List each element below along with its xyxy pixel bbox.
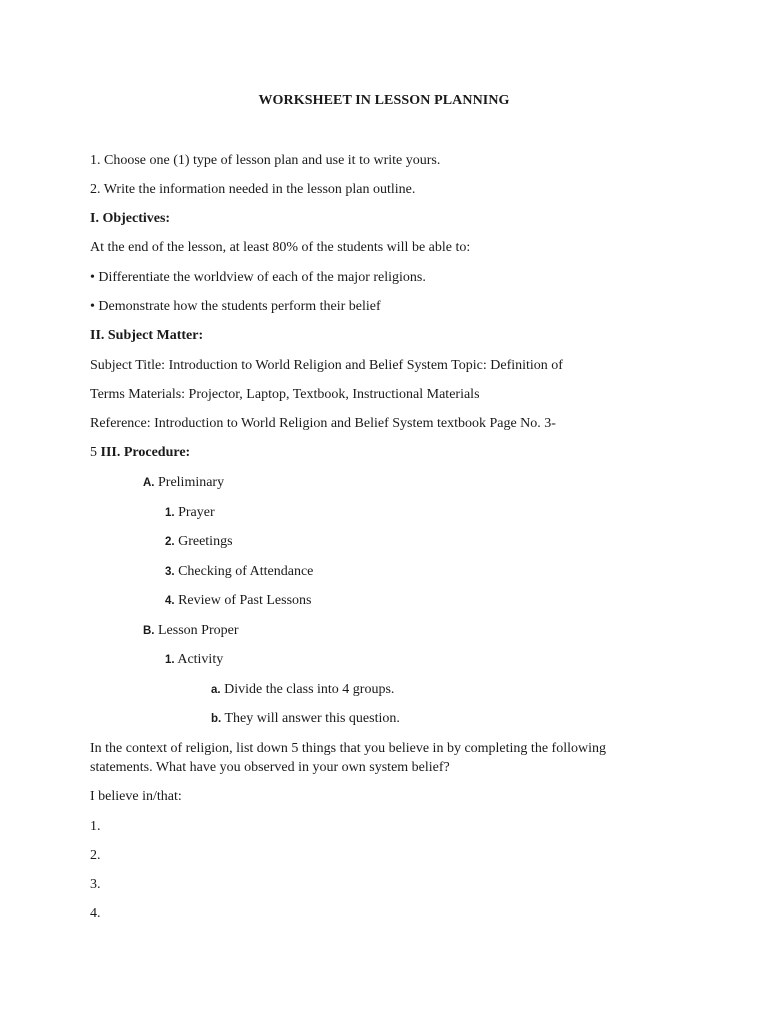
activity-marker: 1. xyxy=(165,654,175,666)
answer-line-3: 3. xyxy=(90,877,101,892)
list-item xyxy=(165,533,233,551)
list-item-label: Greetings xyxy=(178,534,233,549)
list-item-label: Prayer xyxy=(178,505,215,520)
answer-line-2: 2. xyxy=(90,848,101,863)
subject-matter-line-3: Reference: Introduction to World Religion and Belief System textbook Page No. 3- xyxy=(90,416,556,431)
procedure-a-label: Preliminary xyxy=(158,475,225,490)
procedure-a xyxy=(143,474,224,492)
subject-matter-line-2: Terms Materials: Projector, Laptop, Textbook, Instructional Materials xyxy=(90,387,480,402)
list-item-marker: 2. xyxy=(165,536,175,548)
procedure-b xyxy=(143,622,239,640)
instruction-1: 1. Choose one (1) type of lesson plan and use it to write yours. xyxy=(90,153,441,168)
list-item-marker: 4. xyxy=(165,595,175,607)
procedure-a-marker: A. xyxy=(143,477,155,489)
list-item-marker: 3. xyxy=(165,566,175,578)
subject-matter-line-1: Subject Title: Introduction to World Religion and Belief System Topic: Definition of xyxy=(90,358,563,373)
objectives-heading: I. Objectives: xyxy=(90,211,171,226)
activity-label: Activity xyxy=(177,652,224,667)
list-item-label: Review of Past Lessons xyxy=(178,593,312,608)
objective-item-2: • Demonstrate how the students perform their belief xyxy=(90,299,381,314)
subject-matter-line-4 xyxy=(90,444,190,462)
list-item-label: Checking of Attendance xyxy=(178,564,314,579)
subject-matter-heading: II. Subject Matter: xyxy=(90,328,204,343)
procedure-heading: III. Procedure: xyxy=(100,445,191,460)
list-item xyxy=(211,710,400,728)
answer-line-4: 4. xyxy=(90,906,101,921)
list-item-marker: 1. xyxy=(165,507,175,519)
belief-prompt: I believe in/that: xyxy=(90,789,182,804)
list-item xyxy=(211,681,394,699)
list-item xyxy=(165,563,313,581)
list-item-marker: a. xyxy=(211,684,221,696)
activity-item xyxy=(165,651,223,669)
list-item-label: Divide the class into 4 groups. xyxy=(224,682,395,697)
procedure-b-marker: B. xyxy=(143,625,155,637)
objective-item-1: • Differentiate the worldview of each of the major religions. xyxy=(90,270,426,285)
page-range-end: 5 xyxy=(90,445,101,460)
list-item xyxy=(165,592,311,610)
instruction-2: 2. Write the information needed in the lesson plan outline. xyxy=(90,182,416,197)
objectives-intro: At the end of the lesson, at least 80% of the students will be able to: xyxy=(90,240,471,255)
page-title: WORKSHEET IN LESSON PLANNING xyxy=(258,93,510,108)
list-item-marker: b. xyxy=(211,713,222,725)
answer-line-1: 1. xyxy=(90,819,101,834)
procedure-b-label: Lesson Proper xyxy=(158,623,239,638)
list-item xyxy=(165,504,215,522)
list-item-label: They will answer this question. xyxy=(224,711,400,726)
question-text: In the context of religion, list down 5 things that you believe in by completing the following statements. What have you observed in your own system belief? xyxy=(90,741,606,775)
